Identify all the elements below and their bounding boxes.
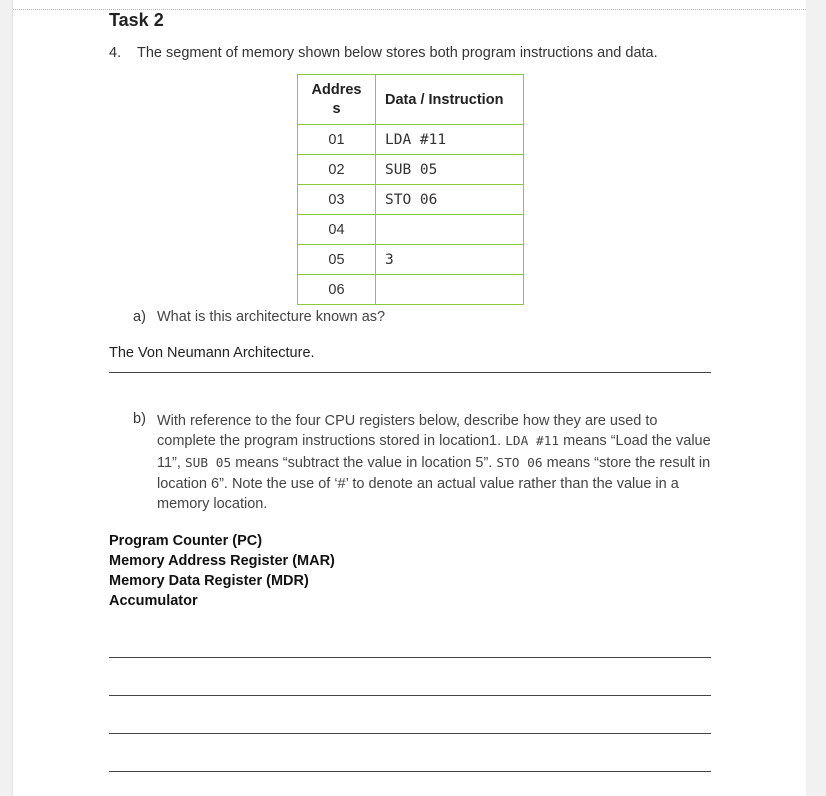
register-accumulator: Accumulator xyxy=(109,593,198,609)
part-b-text-2: means “Load the value 11”, xyxy=(157,433,711,471)
viewer-gutter xyxy=(806,0,826,796)
question-number: 4. xyxy=(109,45,122,61)
data-cell: STO 06 xyxy=(376,185,524,215)
answer-line[interactable] xyxy=(109,771,711,772)
data-cell: 3 xyxy=(376,245,524,275)
task-title: Task 2 xyxy=(109,10,164,30)
memory-table xyxy=(297,74,524,305)
part-a-label: a) xyxy=(133,309,146,325)
address-cell: 05 xyxy=(298,245,376,275)
table-row xyxy=(298,155,524,185)
code-lda: LDA #11 xyxy=(505,434,560,450)
code-sto: STO 06 xyxy=(496,455,543,471)
part-b-label: b) xyxy=(133,411,146,427)
code-sub: SUB 05 xyxy=(184,455,232,471)
register-mar: Memory Address Register (MAR) xyxy=(109,553,335,569)
address-cell: 04 xyxy=(298,215,376,245)
part-a-answer[interactable]: The Von Neumann Architecture. xyxy=(109,345,315,361)
data-cell: LDA #11 xyxy=(376,125,524,155)
table-row xyxy=(298,185,524,215)
part-b-text-1: With reference to the four CPU registers below, describe how they are used to complete the program instructions stored in location1. xyxy=(157,413,658,450)
part-a-question: What is this architecture known as? xyxy=(157,309,386,325)
answer-line[interactable] xyxy=(109,657,711,658)
table-row xyxy=(298,275,524,305)
answer-line[interactable] xyxy=(109,733,711,734)
part-b-text-4: means “store the result in location 6”. Note the use of ‘#’ to denote an actual value rather than the value in a memory location. xyxy=(157,454,711,513)
address-header-line2: s xyxy=(332,100,341,117)
address-cell: 01 xyxy=(298,125,376,155)
part-b-question xyxy=(157,411,717,514)
memory-table-header xyxy=(298,75,524,125)
data-cell: SUB 05 xyxy=(376,155,524,185)
address-cell: 03 xyxy=(298,185,376,215)
register-mdr: Memory Data Register (MDR) xyxy=(109,573,309,589)
data-column-header: Data / Instruction xyxy=(376,75,524,125)
question-text: The segment of memory shown below stores both program instructions and data. xyxy=(137,45,658,61)
address-header-line1: Addres xyxy=(311,81,362,98)
data-cell xyxy=(376,215,524,245)
table-row xyxy=(298,245,524,275)
data-cell xyxy=(376,275,524,305)
table-row xyxy=(298,125,524,155)
table-row xyxy=(298,215,524,245)
address-column-header xyxy=(298,75,376,125)
part-b-text-3: means “subtract the value in location 5”. xyxy=(231,454,497,471)
register-pc: Program Counter (PC) xyxy=(109,533,263,549)
answer-line[interactable] xyxy=(109,695,711,696)
address-cell: 06 xyxy=(298,275,376,305)
address-cell: 02 xyxy=(298,155,376,185)
answer-line xyxy=(109,372,711,373)
